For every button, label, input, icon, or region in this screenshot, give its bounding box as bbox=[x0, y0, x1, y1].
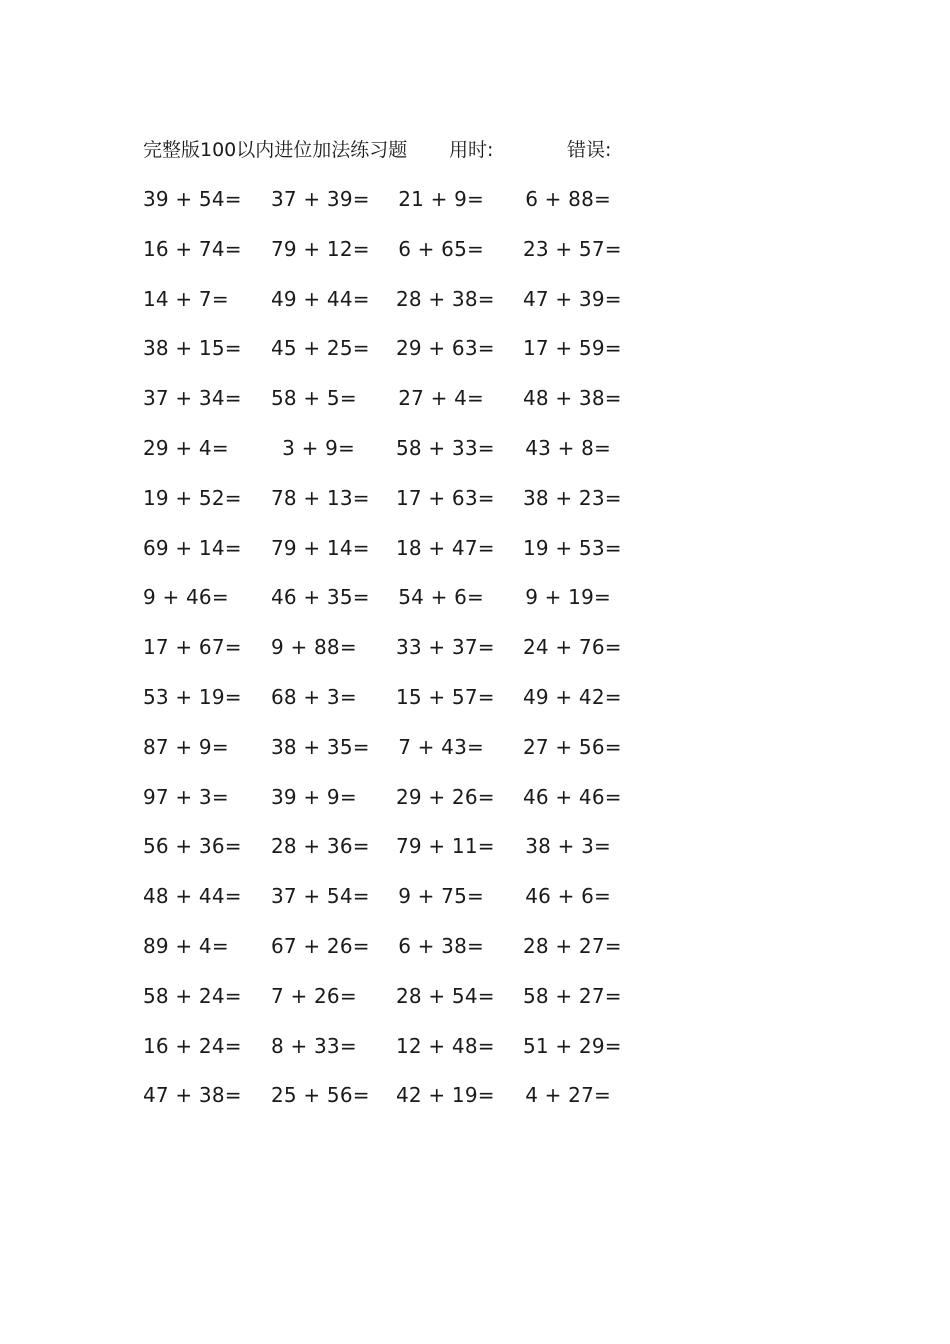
problem-item: 45 + 25= bbox=[271, 336, 370, 360]
problem-item: 21 + 9= bbox=[398, 187, 484, 211]
problem-item: 39 + 9= bbox=[271, 785, 357, 809]
problem-item: 29 + 26= bbox=[396, 785, 495, 809]
problem-item: 7 + 43= bbox=[398, 735, 484, 759]
problem-item: 68 + 3= bbox=[271, 685, 357, 709]
problem-item: 9 + 19= bbox=[525, 585, 611, 609]
problem-item: 12 + 48= bbox=[396, 1034, 495, 1058]
error-count-label: 错误: bbox=[567, 139, 612, 161]
problem-item: 49 + 42= bbox=[523, 685, 622, 709]
problem-item: 38 + 35= bbox=[271, 735, 370, 759]
problem-item: 24 + 76= bbox=[523, 635, 622, 659]
problem-item: 23 + 57= bbox=[523, 237, 622, 261]
problem-item: 28 + 36= bbox=[271, 834, 370, 858]
problem-item: 7 + 26= bbox=[271, 984, 357, 1008]
problem-item: 58 + 33= bbox=[396, 436, 495, 460]
problem-item: 9 + 88= bbox=[271, 635, 357, 659]
problem-item: 39 + 54= bbox=[143, 187, 242, 211]
problem-item: 67 + 26= bbox=[271, 934, 370, 958]
problem-item: 4 + 27= bbox=[525, 1083, 611, 1107]
problem-item: 3 + 9= bbox=[282, 436, 355, 460]
problem-item: 29 + 4= bbox=[143, 436, 229, 460]
problem-item: 38 + 23= bbox=[523, 486, 622, 510]
problem-item: 43 + 8= bbox=[525, 436, 611, 460]
problem-item: 78 + 13= bbox=[271, 486, 370, 510]
problem-item: 56 + 36= bbox=[143, 834, 242, 858]
problem-item: 79 + 12= bbox=[271, 237, 370, 261]
problem-item: 51 + 29= bbox=[523, 1034, 622, 1058]
problem-item: 14 + 7= bbox=[143, 287, 229, 311]
problem-item: 9 + 46= bbox=[143, 585, 229, 609]
problem-item: 16 + 74= bbox=[143, 237, 242, 261]
problem-item: 79 + 11= bbox=[396, 834, 495, 858]
problem-item: 46 + 35= bbox=[271, 585, 370, 609]
problem-item: 47 + 39= bbox=[523, 287, 622, 311]
problem-item: 9 + 75= bbox=[398, 884, 484, 908]
problem-item: 19 + 53= bbox=[523, 536, 622, 560]
problem-item: 46 + 6= bbox=[525, 884, 611, 908]
problem-item: 87 + 9= bbox=[143, 735, 229, 759]
problem-item: 49 + 44= bbox=[271, 287, 370, 311]
worksheet-header bbox=[143, 137, 703, 163]
problem-item: 79 + 14= bbox=[271, 536, 370, 560]
problem-item: 27 + 56= bbox=[523, 735, 622, 759]
problem-item: 53 + 19= bbox=[143, 685, 242, 709]
problem-item: 58 + 24= bbox=[143, 984, 242, 1008]
problem-item: 48 + 38= bbox=[523, 386, 622, 410]
problem-item: 37 + 39= bbox=[271, 187, 370, 211]
problem-item: 16 + 24= bbox=[143, 1034, 242, 1058]
problem-item: 17 + 67= bbox=[143, 635, 242, 659]
problem-item: 28 + 38= bbox=[396, 287, 495, 311]
problem-item: 8 + 33= bbox=[271, 1034, 357, 1058]
worksheet-title: 完整版100以内进位加法练习题 bbox=[143, 139, 408, 161]
problem-item: 37 + 34= bbox=[143, 386, 242, 410]
problem-item: 15 + 57= bbox=[396, 685, 495, 709]
problem-item: 38 + 15= bbox=[143, 336, 242, 360]
problem-item: 6 + 65= bbox=[398, 237, 484, 261]
time-used-label: 用时: bbox=[449, 139, 494, 161]
problem-item: 42 + 19= bbox=[396, 1083, 495, 1107]
problem-item: 28 + 27= bbox=[523, 934, 622, 958]
problem-item: 58 + 27= bbox=[523, 984, 622, 1008]
problem-item: 17 + 63= bbox=[396, 486, 495, 510]
problem-item: 27 + 4= bbox=[398, 386, 484, 410]
problem-item: 47 + 38= bbox=[143, 1083, 242, 1107]
problem-item: 19 + 52= bbox=[143, 486, 242, 510]
problem-item: 29 + 63= bbox=[396, 336, 495, 360]
problem-item: 89 + 4= bbox=[143, 934, 229, 958]
problem-item: 58 + 5= bbox=[271, 386, 357, 410]
problem-item: 17 + 59= bbox=[523, 336, 622, 360]
problem-item: 33 + 37= bbox=[396, 635, 495, 659]
problem-item: 25 + 56= bbox=[271, 1083, 370, 1107]
problem-item: 97 + 3= bbox=[143, 785, 229, 809]
problem-item: 54 + 6= bbox=[398, 585, 484, 609]
problem-item: 6 + 38= bbox=[398, 934, 484, 958]
problem-item: 37 + 54= bbox=[271, 884, 370, 908]
problem-item: 69 + 14= bbox=[143, 536, 242, 560]
problem-item: 38 + 3= bbox=[525, 834, 611, 858]
problem-item: 18 + 47= bbox=[396, 536, 495, 560]
problem-item: 6 + 88= bbox=[525, 187, 611, 211]
problem-item: 48 + 44= bbox=[143, 884, 242, 908]
problem-item: 28 + 54= bbox=[396, 984, 495, 1008]
problem-item: 46 + 46= bbox=[523, 785, 622, 809]
